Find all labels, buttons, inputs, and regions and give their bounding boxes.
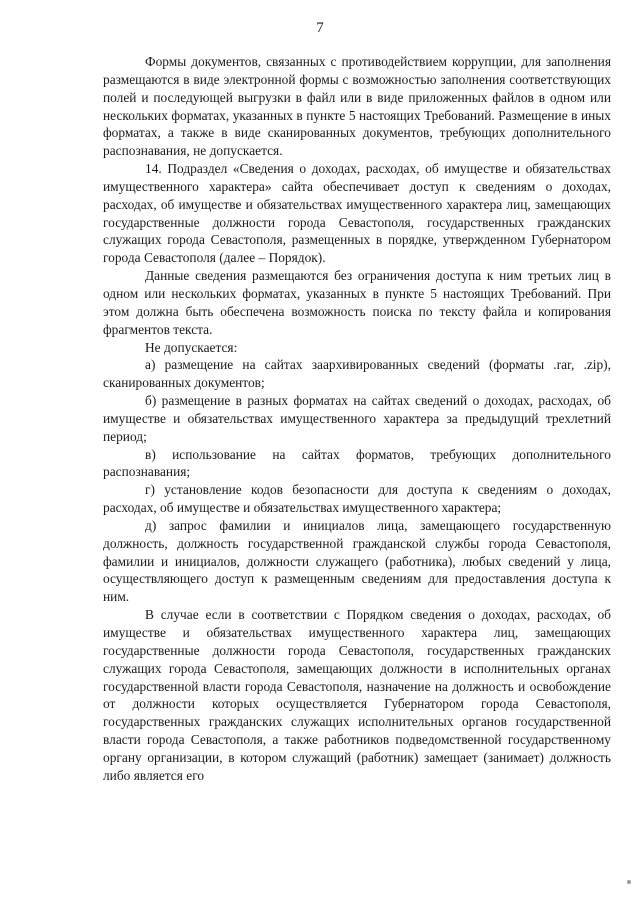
paragraph-not-allowed-heading: Не допускается: <box>145 339 238 355</box>
paragraph-document-forms: Формы документов, связанных с противодействием коррупции, для заполнения размещаются в виде электронной формы с возможностью заполнения соответствующих полей и последующей выгрузки в файл или в виде приложенных файлов в одном или нескольких форматах, указанных в пункте 5 настоящих Требований. Размещение в иных форматах, а также в виде сканированных документов, требующих дополнительного распознавания, не допускается. <box>103 54 611 159</box>
body-text <box>103 53 611 785</box>
list-item-g: г) установление кодов безопасности для доступа к сведениям о доходах, расходах, об имуществе и обязательствах имущественного характера; <box>103 482 611 516</box>
scan-dot-mark <box>627 880 631 884</box>
paragraph-order-case: В случае если в соответствии с Порядком сведения о доходах, расходах, об имуществе и обязательствах имущественного характера лиц, замещающих государственные должности города Севастополя, государственных гражданских служащих города Севастополя, замещающих должности в исполнительных органах государственной власти города Севастополя, назначение на должность и освобождение от должности которых осуществляется Губернатором города Севастополя, государственных гражданских служащих исполнительных органов государственной власти города Севастополя, а также работников подведомственной государственному органу организации, в котором служащий (работник) замещает (занимает) должность либо является его <box>103 607 611 783</box>
paragraph-data-publication: Данные сведения размещаются без ограничения доступа к ним третьих лиц в одном или нескольких форматах, указанных в пункте 5 настоящих Требований. При этом должна быть обеспечена возможность поиска по тексту файла и копирования фрагментов текста. <box>103 268 611 337</box>
paragraph-section-14: 14. Подраздел «Сведения о доходах, расходах, об имуществе и обязательствах имущественного характера» сайта обеспечивает доступ к сведениям о доходах, расходах, об имуществе и обязательствах имущественного характера лиц, замещающих государственные должности города Севастополя, государственных гражданских служащих города Севастополя, размещенных в порядке, утвержденном Губернатором города Севастополя (далее – Порядок). <box>103 161 611 266</box>
list-item-a: а) размещение на сайтах заархивированных сведений (форматы .rar, .zip), сканированных документов; <box>103 357 611 391</box>
list-item-d: д) запрос фамилии и инициалов лица, замещающего государственную должность, должность государственной гражданской службы города Севастополя, фамилии и инициалов, должности служащего (работника), любых сведений у лица, осуществляющего доступ к размещенным сведениям для предоставления доступа к ним. <box>103 517 611 605</box>
list-item-b: б) размещение в разных форматах на сайтах сведений о доходах, расходах, об имуществе и обязательствах имущественного характера за предыдущий трехлетний период; <box>103 393 611 444</box>
page-number: 7 <box>316 20 324 36</box>
list-item-v: в) использование на сайтах форматов, требующих дополнительного распознавания; <box>103 446 611 480</box>
